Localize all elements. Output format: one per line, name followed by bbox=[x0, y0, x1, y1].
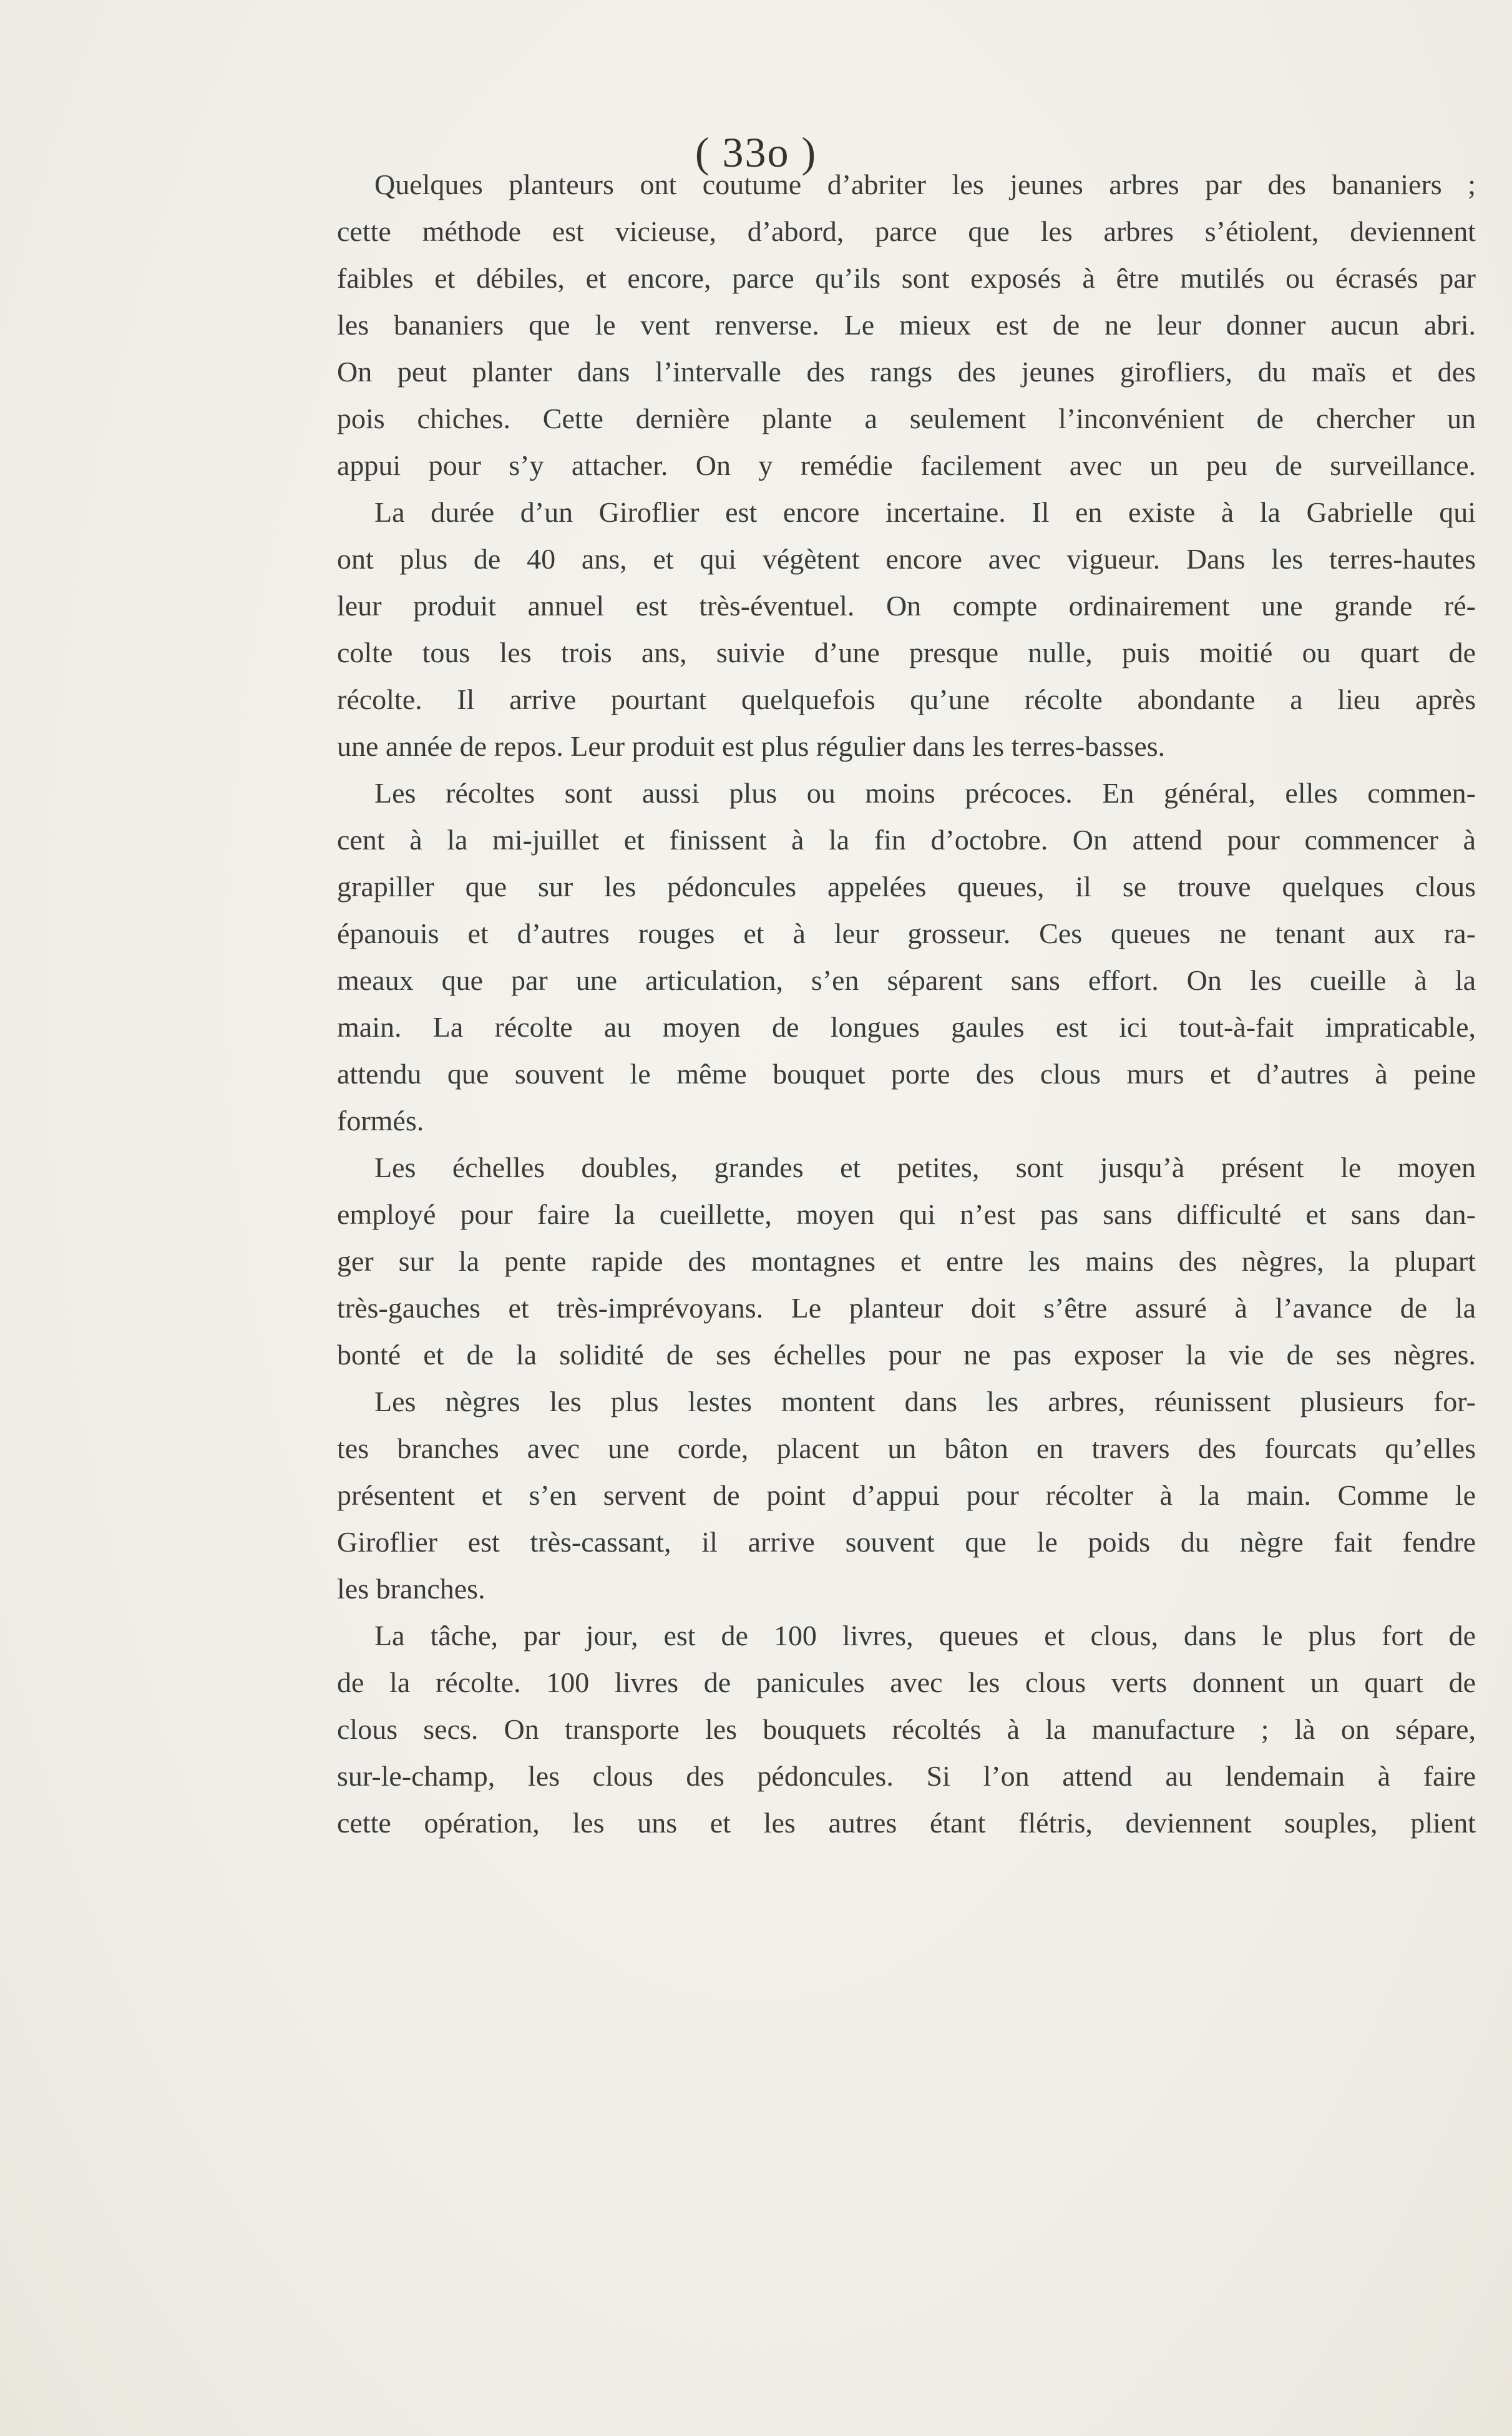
text-line: Les nègres les plus lestes montent dans les arbres, réunissent plusieurs for- bbox=[374, 1386, 1476, 1417]
text-line: leur produit annuel est très-éventuel. On compte ordinairement une grande ré- bbox=[337, 590, 1476, 622]
text-line: faibles et débiles, et encore, parce qu’ils sont exposés à être mutilés ou écrasés par bbox=[337, 262, 1476, 294]
text-line: Quelques planteurs ont coutume d’abriter les jeunes arbres par des bananiers ; bbox=[374, 169, 1476, 200]
text-line: bonté et de la solidité de ses échelles pour ne pas exposer la vie de ses nègres. bbox=[337, 1339, 1476, 1371]
text-line: une année de repos. Leur produit est plus régulier dans les terres-basses. bbox=[337, 730, 1166, 762]
text-line: Les échelles doubles, grandes et petites, sont jusqu’à présent le moyen bbox=[374, 1152, 1476, 1183]
text-line: attendu que souvent le même bouquet porte des clous murs et d’autres à peine bbox=[337, 1058, 1476, 1090]
text-line: employé pour faire la cueillette, moyen qui n’est pas sans difficulté et sans dan- bbox=[337, 1198, 1476, 1230]
paragraph-4 bbox=[337, 1144, 1476, 1378]
text-line: les bananiers que le vent renverse. Le mieux est de ne leur donner aucun abri. bbox=[337, 309, 1476, 341]
text-line: cette méthode est vicieuse, d’abord, parce que les arbres s’étiolent, deviennent bbox=[337, 215, 1476, 247]
text-line: appui pour s’y attacher. On y remédie facilement avec un peu de surveillance. bbox=[337, 449, 1476, 481]
text-line: les branches. bbox=[337, 1573, 485, 1605]
paragraph-6 bbox=[337, 1612, 1476, 1846]
text-line: tes branches avec une corde, placent un bâton en travers des fourcats qu’elles bbox=[337, 1432, 1476, 1464]
text-line: clous secs. On transporte les bouquets récoltés à la manufacture ; là on sépare, bbox=[337, 1713, 1476, 1745]
page-number: ( 33o ) bbox=[695, 129, 817, 176]
text-line: Giroflier est très-cassant, il arrive souvent que le poids du nègre fait fendre bbox=[337, 1526, 1476, 1558]
body-text bbox=[337, 161, 1476, 1846]
text-line: main. La récolte au moyen de longues gaules est ici tout-à-fait impraticable, bbox=[337, 1011, 1476, 1043]
text-line: meaux que par une articulation, s’en séparent sans effort. On les cueille à la bbox=[337, 964, 1476, 996]
text-line: formés. bbox=[337, 1105, 424, 1137]
text-line: de la récolte. 100 livres de panicules avec les clous verts donnent un quart de bbox=[337, 1666, 1476, 1698]
text-line: sur-le-champ, les clous des pédoncules. Si l’on attend au lendemain à faire bbox=[337, 1760, 1476, 1792]
text-line: très-gauches et très-imprévoyans. Le planteur doit s’être assuré à l’avance de la bbox=[337, 1292, 1476, 1324]
text-line: La tâche, par jour, est de 100 livres, queues et clous, dans le plus fort de bbox=[374, 1620, 1476, 1651]
text-line: colte tous les trois ans, suivie d’une presque nulle, puis moitié ou quart de bbox=[337, 637, 1476, 668]
text-line: cette opération, les uns et les autres étant flétris, deviennent souples, plient bbox=[337, 1807, 1476, 1839]
text-line: La durée d’un Giroflier est encore incertaine. Il en existe à la Gabrielle qui bbox=[374, 496, 1476, 528]
paragraph-3 bbox=[337, 770, 1476, 1144]
text-line: pois chiches. Cette dernière plante a seulement l’inconvénient de chercher un bbox=[337, 403, 1476, 434]
text-line: présentent et s’en servent de point d’appui pour récolter à la main. Comme le bbox=[337, 1479, 1476, 1511]
paragraph-1 bbox=[337, 161, 1476, 489]
text-line: cent à la mi-juillet et finissent à la fin d’octobre. On attend pour commencer à bbox=[337, 824, 1476, 856]
text-line: On peut planter dans l’intervalle des rangs des jeunes girofliers, du maïs et des bbox=[337, 356, 1476, 388]
text-line: épanouis et d’autres rouges et à leur grosseur. Ces queues ne tenant aux ra- bbox=[337, 917, 1476, 949]
text-line: ger sur la pente rapide des montagnes et entre les mains des nègres, la plupart bbox=[337, 1245, 1476, 1277]
text-line: ont plus de 40 ans, et qui végètent encore avec vigueur. Dans les terres-hautes bbox=[337, 543, 1476, 575]
text-line: grapiller que sur les pédoncules appelées queues, il se trouve quelques clous bbox=[337, 871, 1476, 902]
text-line: Les récoltes sont aussi plus ou moins précoces. En général, elles commen- bbox=[374, 777, 1476, 809]
paragraph-2 bbox=[337, 489, 1476, 770]
paragraph-5 bbox=[337, 1378, 1476, 1612]
text-line: récolte. Il arrive pourtant quelquefois qu’une récolte abondante a lieu après bbox=[337, 683, 1476, 715]
